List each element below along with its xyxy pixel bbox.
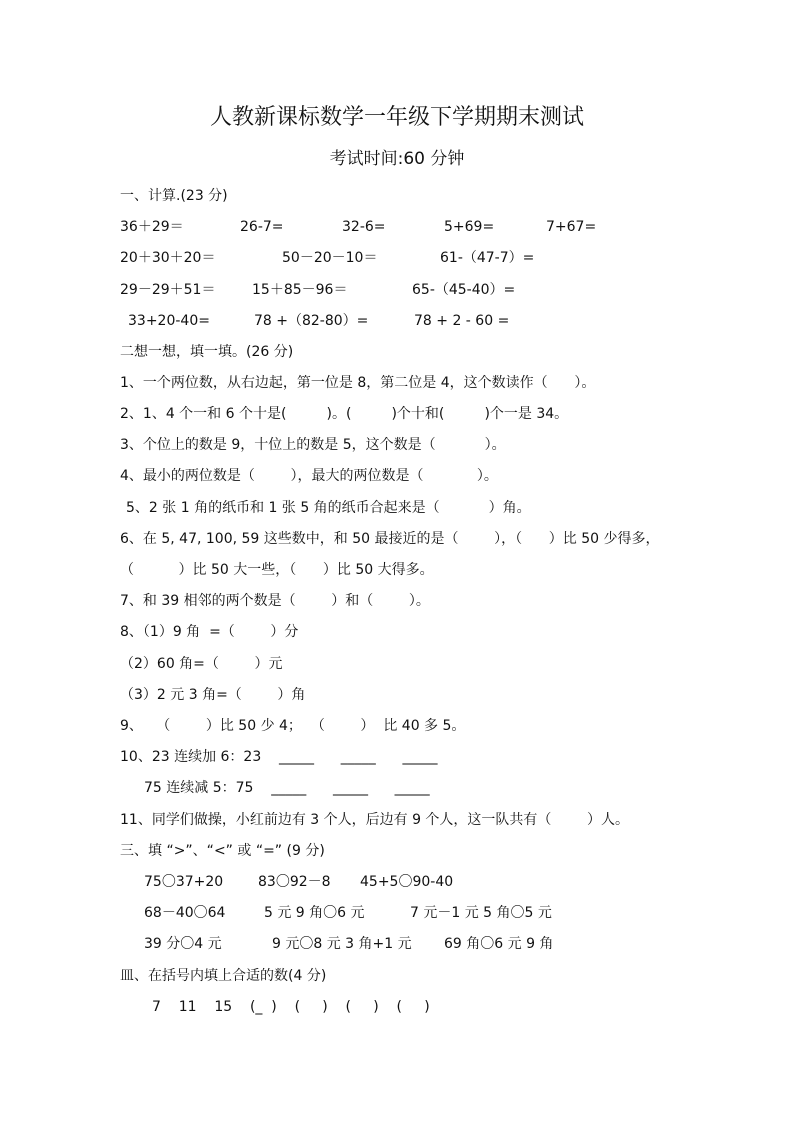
question-line: （3）2 元 3 角=（ ）角 [120, 687, 306, 703]
question-line: 4、最小的两位数是（ ），最大的两位数是（ ）。 [120, 468, 498, 484]
calc-item: 29－29＋51＝ [120, 282, 216, 298]
question-line: 7、和 39 相邻的两个数是（ ）和（ ）。 [120, 593, 430, 609]
page-title: 人教新课标数学一年级下学期期末测试 [209, 105, 584, 130]
section-1-heading: 一、计算.(23 分) [120, 188, 228, 204]
question-line: 1、一个两位数，从右边起，第一位是 8，第二位是 4，这个数读作（ ）。 [120, 375, 596, 391]
question-line: 8、（1）9 角 =（ ）分 [120, 624, 299, 640]
calc-item: 78 +（82-80）= [254, 313, 369, 329]
question-line: 75 连续减 5：75 _____ _____ _____ [144, 780, 430, 796]
section-2-heading: 二想一想，填一填。(26 分) [120, 344, 294, 360]
calc-item: 78 + 2 - 60 = [414, 313, 510, 329]
question-line: （ ）比 50 大一些，（ ）比 50 大得多。 [120, 562, 434, 578]
calc-item: 26-7= [240, 219, 284, 235]
compare-item: 7 元－1 元 5 角〇5 元 [410, 905, 552, 921]
compare-item: 75〇37+20 [144, 874, 224, 890]
question-line: 5、2 张 1 角的纸币和 1 张 5 角的纸币合起来是（ ）角。 [126, 500, 531, 516]
calc-item: 33+20-40= [128, 313, 210, 329]
calc-item: 65-（45-40）= [412, 282, 516, 298]
compare-item: 69 角〇6 元 9 角 [444, 936, 554, 952]
question-line: 9、 （ ）比 50 少 4； （ ） 比 40 多 5。 [120, 718, 466, 734]
compare-item: 45+5〇90-40 [360, 874, 454, 890]
question-line: 6、在 5, 47, 100, 59 这些数中，和 50 最接近的是（ ），（ ）比 50 少得多， [120, 531, 660, 547]
number-sequence: 7 11 15 (_ ) ( ) ( ) ( ) [152, 999, 430, 1015]
section-3-heading: 三、填 “>”、“<” 或 “=” (9 分) [120, 843, 325, 859]
question-line: 3、个位上的数是 9，十位上的数是 5，这个数是（ ）。 [120, 437, 506, 453]
calc-item: 50－20－10＝ [282, 250, 378, 266]
calc-item: 61-（47-7）= [440, 250, 535, 266]
calc-item: 20＋30＋20＝ [120, 250, 216, 266]
question-line: 2、1、4 个一和 6 个十是( )。( )个十和( )个一是 34。 [120, 406, 569, 422]
compare-item: 5 元 9 角〇6 元 [264, 905, 365, 921]
question-line: （2）60 角=（ ）元 [120, 656, 283, 672]
compare-item: 9 元〇8 元 3 角+1 元 [272, 936, 412, 952]
calc-item: 32-6= [342, 219, 386, 235]
section-4-heading: 皿、在括号内填上合适的数(4 分) [120, 968, 327, 984]
question-line: 11、同学们做操，小红前边有 3 个人，后边有 9 个人，这一队共有（ ）人。 [120, 812, 630, 828]
question-line: 10、23 连续加 6：23 _____ _____ _____ [120, 749, 438, 765]
calc-item: 5+69= [444, 219, 495, 235]
exam-duration: 考试时间:60 分钟 [329, 149, 465, 169]
compare-item: 68－40〇64 [144, 905, 226, 921]
compare-item: 39 分〇4 元 [144, 936, 222, 952]
compare-item: 83〇92－8 [258, 874, 331, 890]
calc-item: 36＋29＝ [120, 219, 184, 235]
calc-item: 15＋85－96＝ [252, 282, 348, 298]
calc-item: 7+67= [546, 219, 597, 235]
